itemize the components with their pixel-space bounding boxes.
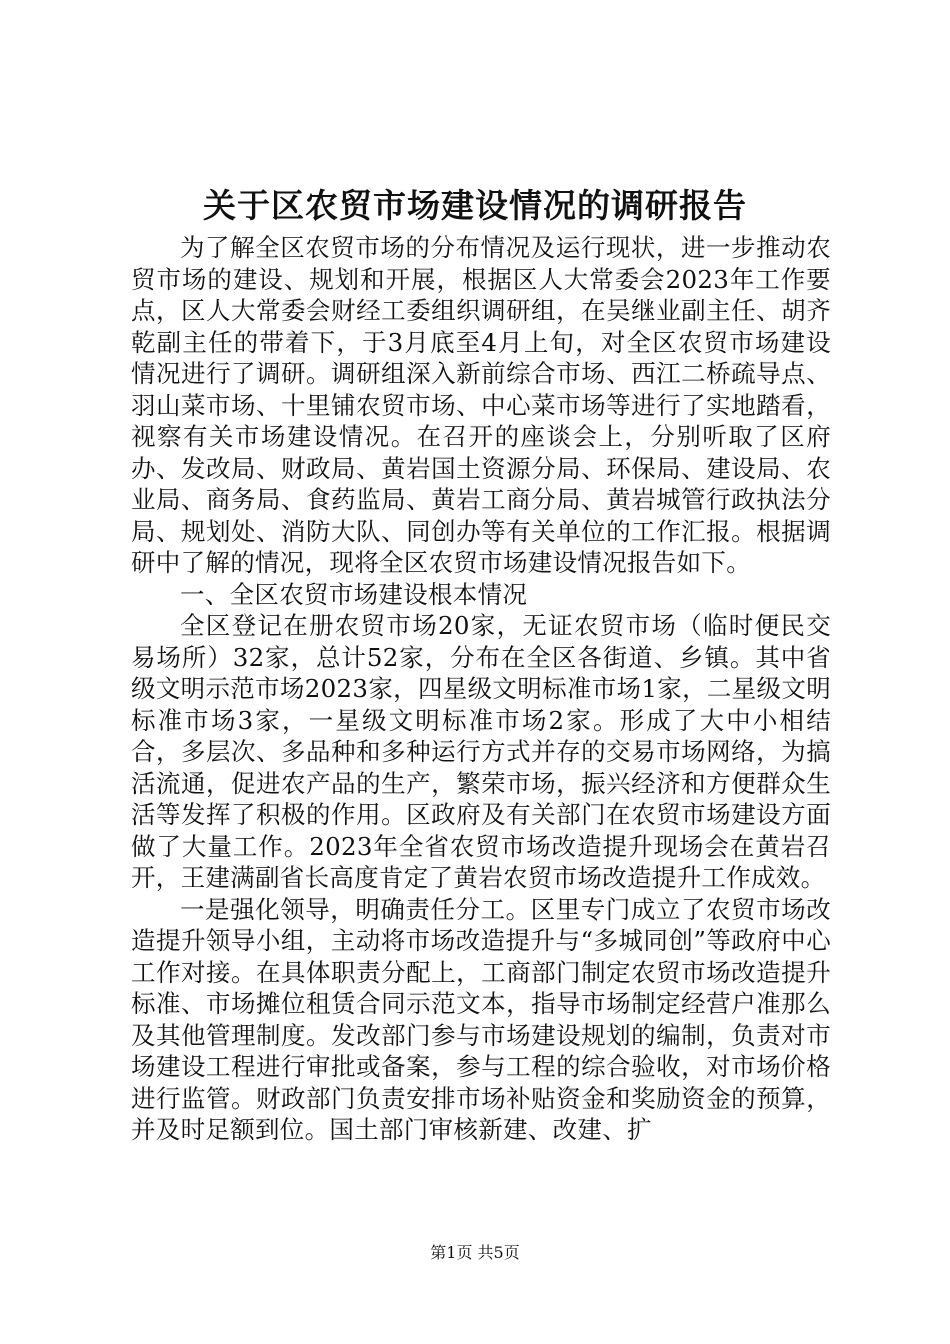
leadership-paragraph: 一是强化领导，明确责任分工。区里专门成立了农贸市场改造提升领导小组，主动将市场改造提升与“多城同创”等政府中心工作对接。在具体职责分配上，工商部门制定农贸市场改造提升标准、市场摊位租赁合同示范文本，指导市场制定经营户准那么及其他管理制度。发改部门参与市场建设规划的编制，负责对市场建设工程进行审批或备案，参与工程的综合验收，对市场价格进行监管。财政部门负责安排市场补贴资金和奖励资金的预算，并及时足额到位。国土部门审核新建、改建、扩 <box>131 894 831 1144</box>
document-title: 关于区农贸市场建设情况的调研报告 <box>203 186 747 225</box>
basic-situation-paragraph: 全区登记在册农贸市场20家，无证农贸市场（临时便民交易场所）32家，总计52家，分布在全区各街道、乡镇。其中省级文明示范市场2023家，四星级文明标准市场1家，二星级文明标准市场3家，一星级文明标准市场2家。形成了大中小相结合，多层次、多品种和多种运行方式并存的交易市场网络，为搞活流通，促进农产品的生产，繁荣市场，振兴经济和方便群众生活等发挥了积极的作用。区政府及有关部门在农贸市场建设方面做了大量工作。2023年全省农贸市场改造提升现场会在黄岩召开，王建满副省长高度肯定了黄岩农贸市场改造提升工作成效。 <box>131 611 831 892</box>
document-body <box>131 232 831 1146</box>
page-footer: 第1页 共5页 <box>430 1243 520 1262</box>
section-heading: 一、全区农贸市场建设根本情况 <box>180 579 528 609</box>
intro-paragraph: 为了解全区农贸市场的分布情况及运行现状，进一步推动农贸市场的建设、规划和开展，根据区人大常委会2023年工作要点，区人大常委会财经工委组织调研组，在吴继业副主任、胡齐乾副主任的带着下，于3月底至4月上旬，对全区农贸市场建设情况进行了调研。调研组深入新前综合市场、西江二桥疏导点、羽山菜市场、十里铺农贸市场、中心菜市场等进行了实地踏看，视察有关市场建设情况。在召开的座谈会上，分别听取了区府办、发改局、财政局、黄岩国土资源分局、环保局、建设局、农业局、商务局、食药监局、黄岩工商分局、黄岩城管行政执法分局、规划处、消防大队、同创办等有关单位的工作汇报。根据调研中了解的情况，现将全区农贸市场建设情况报告如下。 <box>131 233 831 577</box>
